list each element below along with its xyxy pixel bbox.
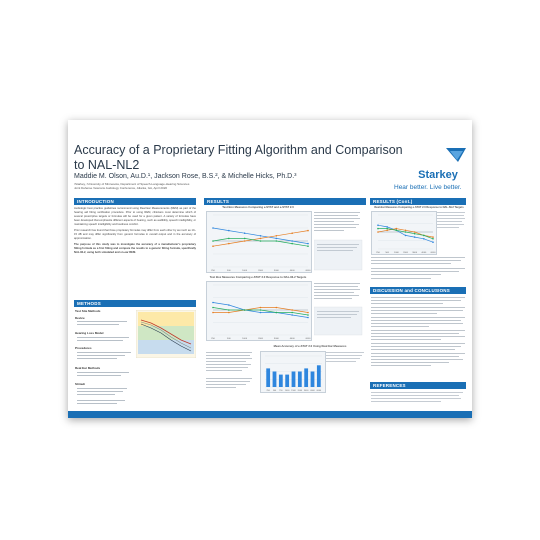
methods-bullet-lines <box>75 321 135 409</box>
data-point <box>291 309 293 311</box>
x-tick-label: 1000 <box>393 252 399 254</box>
series-line <box>213 308 308 316</box>
poster-title: Accuracy of a Proprietary Fitting Algorithm and Comparison to NAL-NL2 <box>74 143 403 172</box>
data-point <box>276 312 278 314</box>
data-point <box>276 240 278 242</box>
data-point <box>276 238 278 240</box>
x-tick-label: 2000 <box>258 270 263 272</box>
series-line <box>213 238 308 246</box>
chart-estat-vs-estat2 <box>206 211 312 273</box>
bar <box>292 372 296 388</box>
chart1-title: Test Box Measures Comparing e-STAT and e-STAT 2.0 <box>222 206 294 209</box>
section-results-cont: RESULTS (Cont.) <box>370 198 466 205</box>
data-point <box>228 243 230 245</box>
section-introduction: INTRODUCTION <box>74 198 196 205</box>
audiogram-chart <box>136 310 196 358</box>
data-point <box>307 317 309 319</box>
bar <box>279 375 283 387</box>
data-point <box>396 228 398 230</box>
intro-text <box>74 207 196 297</box>
data-point <box>432 236 434 238</box>
x-tick-label: 2000 <box>297 390 303 392</box>
x-tick-label: 750 <box>279 390 283 392</box>
intro-paragraph: Audiologic best practice guidelines recommend using Real Ear Measurements (REM) as part of the hearing aid fitting verification procedure. Prior to using REM, clinicians must determine which of several prescriptive targets or formulas will be used for a given patient. A variety of formulas have been developed that emphasize different aspects of hearing, such as audibility, speech intelligibility, or maintaining speech intelligibility and loudness comfort. <box>74 207 196 227</box>
chart-real-ear <box>371 211 437 255</box>
poster <box>68 120 472 418</box>
x-tick-label: 500 <box>227 338 231 340</box>
data-point <box>244 240 246 242</box>
data-point <box>386 226 388 228</box>
x-tick-label: 6000 <box>305 338 311 340</box>
x-tick-label: 6000 <box>316 390 322 392</box>
x-tick-label: 3000 <box>412 252 418 254</box>
data-point <box>228 230 230 232</box>
data-point <box>414 236 416 238</box>
data-point <box>291 240 293 242</box>
bar <box>266 368 270 387</box>
references-text-lines <box>371 392 467 408</box>
x-tick-label: 2000 <box>403 252 408 254</box>
data-point <box>212 227 214 229</box>
data-point <box>244 238 246 240</box>
data-point <box>432 238 434 240</box>
footer-bar <box>68 411 472 418</box>
data-point <box>307 312 309 314</box>
x-tick-label: 3000 <box>273 270 279 272</box>
series-line <box>378 225 433 242</box>
chart-mean-accuracy <box>260 351 326 393</box>
data-point <box>260 309 262 311</box>
x-tick-label: 1500 <box>291 390 296 392</box>
methods-hearing-loss: Hearing Loss Model <box>75 331 104 335</box>
logo-text: Starkey <box>418 169 458 181</box>
x-tick-label: 6000 <box>430 252 436 254</box>
data-point <box>377 228 379 230</box>
bar <box>273 372 277 388</box>
poster-affiliation: ¹Starkey, ²University of Minnesota, Department of Speech-Language-Hearing Sciences <box>74 182 190 186</box>
x-tick-label: 1000 <box>242 338 248 340</box>
results-text-lines-2 <box>314 283 364 343</box>
data-point <box>228 309 230 311</box>
section-references: REFERENCES <box>370 382 466 389</box>
bar <box>304 368 308 387</box>
results-legend-text <box>326 352 366 392</box>
tagline: Hear better. Live better. <box>394 184 462 191</box>
data-point <box>377 224 379 226</box>
data-point <box>414 231 416 233</box>
section-discussion: DISCUSSION and CONCLUSIONS <box>370 287 466 294</box>
data-point <box>423 238 425 240</box>
data-point <box>276 235 278 237</box>
data-point <box>291 243 293 245</box>
data-point <box>377 231 379 233</box>
data-point <box>386 228 388 230</box>
x-tick-label: 500 <box>272 390 277 392</box>
x-tick-label: 250 <box>211 270 215 272</box>
data-point <box>405 231 407 233</box>
methods-test-site: Test Site Methods <box>75 309 101 313</box>
data-point <box>432 241 434 243</box>
bar <box>285 375 289 387</box>
x-tick-label: 3000 <box>303 390 309 392</box>
results-text-lines-1 <box>314 212 364 272</box>
data-point <box>260 238 262 240</box>
data-point <box>212 307 214 309</box>
data-point <box>260 307 262 309</box>
section-methods: METHODS <box>74 300 196 307</box>
chart4-title: Mean Accuracy of e-STAT 2.0 Using Real Ear Measures <box>273 345 347 348</box>
data-point <box>212 245 214 247</box>
methods-device: Device <box>75 316 85 320</box>
data-point <box>396 230 398 232</box>
data-point <box>260 312 262 314</box>
x-tick-label: 500 <box>227 270 231 272</box>
data-point <box>260 240 262 242</box>
bar <box>298 372 302 388</box>
bar <box>311 372 315 388</box>
data-point <box>291 232 293 234</box>
data-point <box>386 230 388 232</box>
poster-conference: Joint Defense Veterans Audiology Conference, Atlanta, GA, April 2020 <box>74 186 168 190</box>
data-point <box>244 232 246 234</box>
x-tick-label: 250 <box>376 252 380 254</box>
x-tick-label: 4000 <box>421 252 427 254</box>
poster-authors: Maddie M. Olson, Au.D.¹, Jackson Rose, B.S.², & Michelle Hicks, Ph.D.³ <box>74 173 297 180</box>
data-point <box>291 314 293 316</box>
data-point <box>212 302 214 304</box>
x-tick-label: 4000 <box>289 338 295 340</box>
data-point <box>276 307 278 309</box>
chart-estat2-vs-nal <box>206 281 312 341</box>
bar <box>317 365 321 387</box>
x-tick-label: 1000 <box>284 390 290 392</box>
data-point <box>228 304 230 306</box>
data-point <box>307 245 309 247</box>
data-point <box>414 233 416 235</box>
discussion-text-lines <box>371 297 467 379</box>
results-text-lines-3 <box>206 352 256 408</box>
data-point <box>212 312 214 314</box>
x-tick-label: 1000 <box>242 270 248 272</box>
x-tick-label: 500 <box>385 252 389 254</box>
methods-real-ear: Real Ear Methods <box>75 366 101 370</box>
data-point <box>212 240 214 242</box>
x-tick-label: 6000 <box>305 270 311 272</box>
methods-stimuli: Stimuli <box>75 382 86 386</box>
data-point <box>291 312 293 314</box>
x-tick-label: 4000 <box>310 390 315 392</box>
x-tick-label: 250 <box>211 338 215 340</box>
data-point <box>244 309 246 311</box>
data-point <box>260 235 262 237</box>
results-cont-bullets <box>371 257 467 283</box>
intro-paragraph: Prior research has found that three proprietary formulas may differ from each other by as much as 10–15 dB and may differ significantly from generic formulas in overall output and in the accuracy of approximation. <box>74 228 196 241</box>
data-point <box>307 243 309 245</box>
section-results: RESULTS <box>204 198 366 205</box>
data-point <box>228 312 230 314</box>
x-tick-label: 2000 <box>258 338 263 340</box>
x-tick-label: 3000 <box>273 338 279 340</box>
data-point <box>423 235 425 237</box>
methods-procedures: Procedures <box>75 346 92 350</box>
results-cont-text-lines <box>437 212 467 252</box>
chart3-title: Real-Ear Measures Comparing e-STAT 2.0 Response to NAL-NL2 Targets <box>374 206 464 209</box>
data-point <box>228 238 230 240</box>
data-point <box>405 230 407 232</box>
starkey-logo <box>408 146 468 184</box>
chart2-title: Test Box Measures Comparing e-STAT 2.0 Response to NAL-NL2 Targets <box>209 276 307 279</box>
intro-paragraph: The purpose of this study was to investigate the accuracy of a manufacturer's proprietary fitting formula as a first fitting and compare the results to a generic fitting formula, specifically NAL-NL2, using both simulated and on-ear REM. <box>74 242 196 254</box>
data-point <box>307 314 309 316</box>
x-tick-label: 250 <box>266 390 270 392</box>
data-point <box>307 230 309 232</box>
data-point <box>405 235 407 237</box>
x-tick-label: 4000 <box>289 270 295 272</box>
